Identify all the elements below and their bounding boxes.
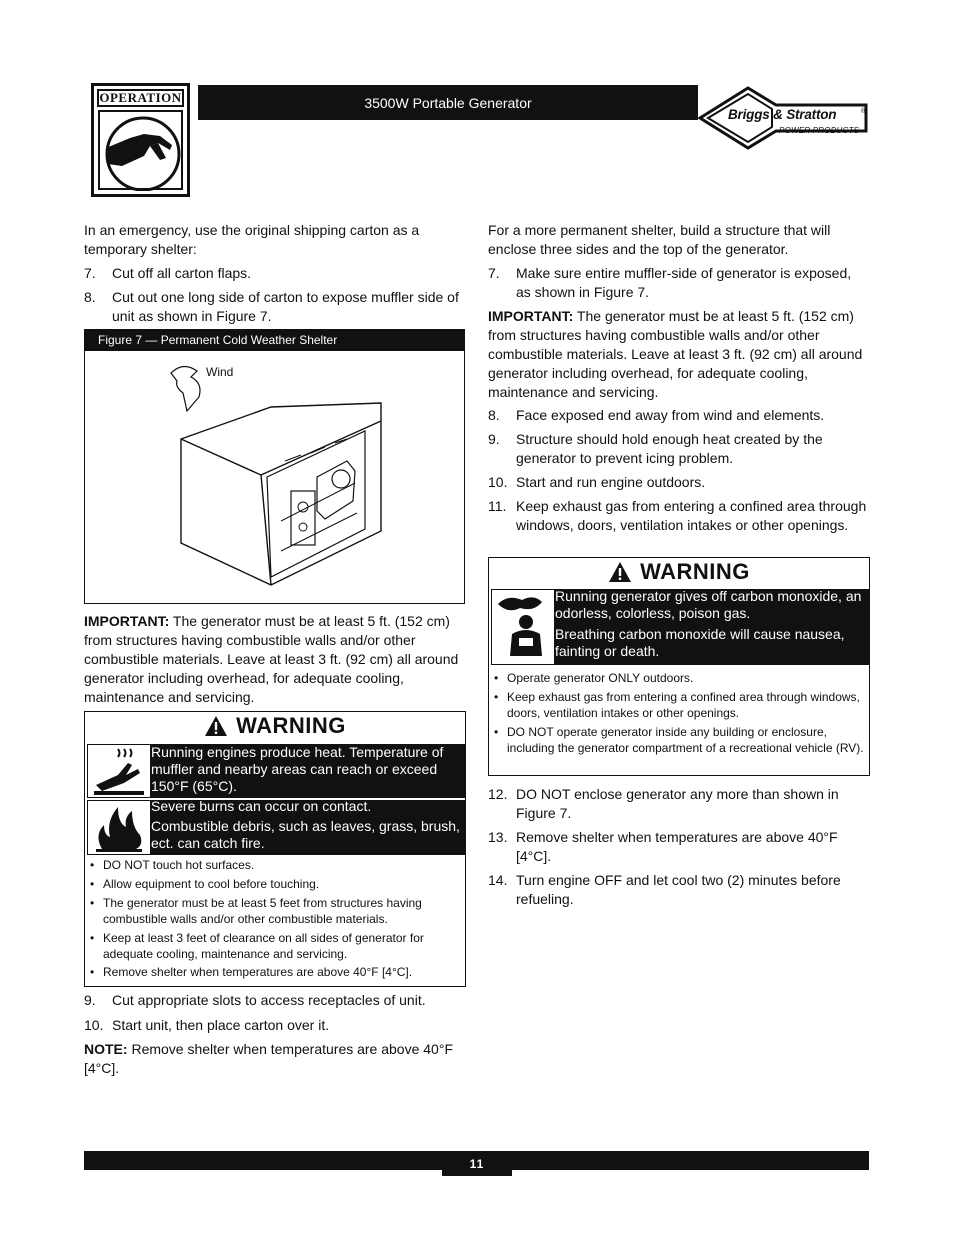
list-item: 12. DO NOT enclose generator any more than shown in Figure 7. [488, 786, 839, 821]
hot-surface-icon [87, 744, 151, 798]
list-item: 10. Start unit, then place carton over it. [84, 1017, 330, 1033]
warning-burn-text: Severe burns can occur on contact. Combustible debris, such as leaves, grass, brush, ect. can catch fire. [151, 800, 465, 855]
logo-tagline: POWER PRODUCTS [779, 126, 860, 135]
logo-name: Briggs & Stratton [728, 107, 837, 122]
page-number: 11 [442, 1151, 512, 1176]
left-intro: In an emergency, use the original shipping carton as a temporary shelter: [84, 222, 420, 257]
warning-title: WARNING [236, 713, 346, 738]
right-intro: For a more permanent shelter, build a structure that will enclose three sides and the top of the generator. [488, 222, 831, 257]
right-important: IMPORTANT: The generator must be at least 5 ft. (152 cm) from structures having combustible walls and/or other combustible materials. Leave at least 3 ft. (92 cm) all around generator including overhead, for adequate cooling, maintenance and servicing. [488, 308, 863, 400]
fire-icon [87, 800, 151, 855]
operation-badge [91, 83, 190, 197]
warning-heat-text: Running engines produce heat. Temperature of muffler and nearby areas can reach or exceed 150°F (65°C). [151, 744, 465, 798]
list-item: 9. Cut appropriate slots to access receptacles of unit. [84, 992, 426, 1008]
warning-box-heat: WARNING Running engines produce heat. Temperature of muffler and nearby areas can reach or exceed 150°F (65°C). Severe burns can occur on contact. Combustible debris, such as leaves, grass, brush, ect. can catch fire. • DO NOT touch hot surfaces. • Allow equipment to cool before touching. • The generator must be at least 5 feet from structures having combustible walls and/or other combustible materials. • Keep at least 3 feet of clearance on all sides of generator for adequate cooling, maintenance and servicing. • Remove shelter when temperatures are above 40°F [4°C]. [84, 711, 466, 987]
list-item: 8. Face exposed end away from wind and elements. [488, 407, 825, 423]
operation-hand-icon [98, 110, 183, 190]
warning-box-carbon-monoxide: WARNING Running generator gives off carbon monoxide, an odorless, colorless, poison gas. Breathing carbon monoxide will cause nausea, fainting or death. • Operate generator ONLY outdoors. • Keep exhaust gas from entering a confined area through windows, doors, ventilation intakes or other openings. • DO NOT operate generator inside any building or enclosure, including the generator compartment of a recreational vehicle (RV). [488, 557, 870, 776]
left-important: IMPORTANT: The generator must be at least 5 ft. (152 cm) from structures having combustible walls and/or other combustible materials. Leave at least 3 ft. (92 cm) all around generator including overhead, for adequate cooling, maintenance and servicing. [84, 613, 459, 705]
warning-triangle-icon [204, 715, 228, 737]
list-item: 11. Keep exhaust gas from entering a confined area through windows, doors, ventilation intakes or other openings. [488, 498, 867, 533]
list-item: 8. Cut out one long side of carton to expose muffler side of unit as shown in Figure 7. [84, 289, 459, 324]
toxic-fumes-icon [491, 589, 555, 665]
shelter-illustration [85, 351, 466, 605]
list-item: 7. Cut off all carton flaps. [84, 265, 252, 281]
figure-caption: Figure 7 — Permanent Cold Weather Shelter [85, 330, 464, 351]
list-item: 14. Turn engine OFF and let cool two (2) minutes before refueling. [488, 872, 841, 907]
list-item: 7. Make sure entire muffler-side of generator is exposed, as shown in Figure 7. [488, 265, 852, 300]
left-note: NOTE: Remove shelter when temperatures are above 40°F [4°C]. [84, 1041, 453, 1076]
list-item: 10. Start and run engine outdoors. [488, 474, 706, 490]
list-item: 13. Remove shelter when temperatures are above 40°F [4°C]. [488, 829, 838, 864]
briggs-stratton-logo [698, 85, 868, 151]
warning-header [85, 712, 465, 740]
logo-registered-mark: ® [861, 108, 867, 115]
wind-label: Wind [206, 365, 234, 379]
warning-title: WARNING [640, 559, 750, 584]
list-item: 9. Structure should hold enough heat created by the generator to prevent icing problem. [488, 431, 823, 466]
warning-header [489, 558, 869, 586]
warning-triangle-icon [608, 561, 632, 583]
operation-badge-label: OPERATION [97, 89, 184, 107]
manual-title: 3500W Portable Generator [198, 85, 698, 120]
figure-7 [84, 329, 465, 604]
warning-co-text: Running generator gives off carbon monoxide, an odorless, colorless, poison gas. Breathing carbon monoxide will cause nausea, fainting or death. [555, 589, 869, 665]
